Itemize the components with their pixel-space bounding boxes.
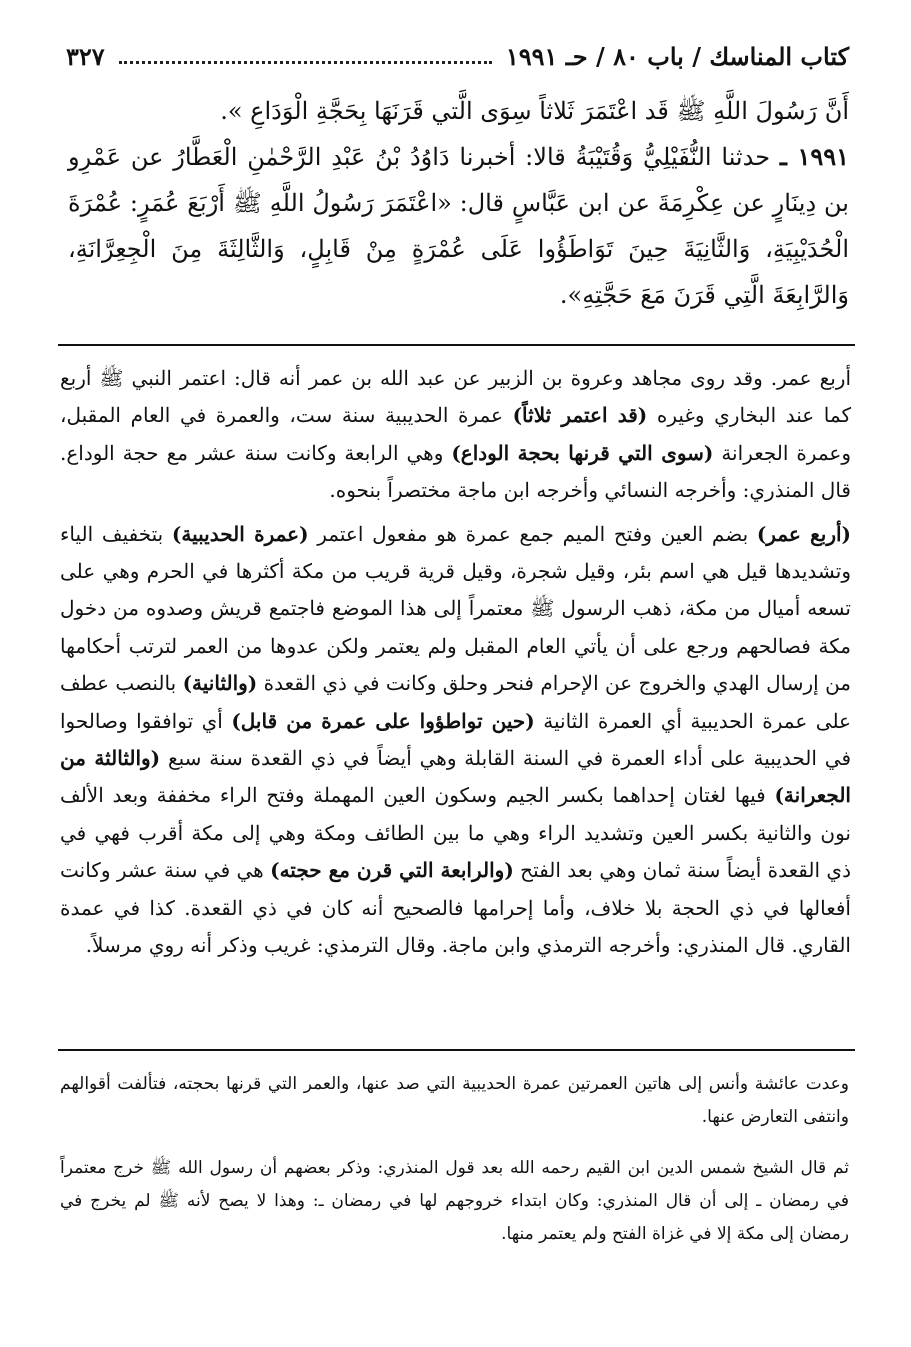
commentary-quote: (سوى التي قرنها بحجة الوداع) — [451, 440, 714, 465]
header-title: كتاب المناسك / باب ٨٠ / حـ ١٩٩١ — [505, 41, 849, 71]
commentary-text: أي توافقوا وصالحوا في الحديبية على أداء العمرة في السنة القابلة وهي أيضاً في ذي القعدة سنة سبع — [60, 708, 851, 771]
commentary-text: بالنصب عطف على عمرة الحديبية أي العمرة الثانية — [60, 671, 851, 733]
section-divider-bottom — [58, 1049, 855, 1051]
commentary-paragraph-1 — [60, 360, 851, 510]
footnote-2: ثم قال الشيخ شمس الدين ابن القيم رحمه الله بعد قول المنذري: وذكر بعضهم أن رسول الله ﷺ خرج معتمراً في رمضان ـ إلى أن قال المنذري: وكان ابتداء خروجهم لها في رمضان ـ: وهذا لا يصح لأنه ﷺ لم يخرج في رمضان إلى مكة إلا في غزاة الفتح ولم يعتمر منها. — [60, 1158, 849, 1244]
hadith-number: ١٩٩١ ـ — [779, 142, 849, 171]
commentary-text: وهي الرابعة وكانت سنة عشر مع حجة الوداع. قال المنذري: وأخرجه النسائي وأخرجه ابن ماجة مختصراً بنحوه. — [60, 440, 851, 503]
header-dotted-leader — [119, 49, 492, 64]
commentary-quote: (حين تواطؤوا على عمرة من قابل) — [231, 708, 535, 733]
hadith-body: حدثنا النُّفَيْلِيُّ وَقُتَيْبَةُ قالا: أخبرنا دَاوُدُ بْنُ عَبْدِ الرَّحْمٰنِ الْعَطَّارُ عن عَمْرِو بن دِينَارٍ عن عِكْرِمَةَ عن ابن عَبَّاسٍ قال: «اعْتَمَرَ رَسُولُ اللَّهِ ﷺ أَرْبَعَ عُمَرٍ: عُمْرَةَ الْحُدَيْبِيَةِ، وَالثَّانِيَةَ حِينَ تَوَاطَؤُوا عَلَى عُمْرَةٍ مِنْ قَابِلٍ، وَالثَّالِثَةَ مِنَ الْجِعِرَّانَةِ، وَالرَّابِعَةَ الَّتِي قَرَنَ مَعَ حَجَّتِهِ». — [68, 143, 849, 309]
commentary-quote: (والثالثة من الجعرانة) — [60, 746, 851, 808]
commentary-text: هي في سنة عشر وكانت أفعالها في ذي الحجة بلا خلاف، وأما إحرامها فالصحيح أنه كان في ذي القعدة. كذا في عمدة القاري. قال المنذري: وأخرجه الترمذي وابن ماجة. وقال الترمذي: غريب وذكر أنه روي مرسلاً. — [60, 858, 851, 958]
hadith-text — [68, 88, 849, 318]
commentary-quote: (عمرة الحديبية) — [171, 521, 309, 546]
hadith-1991 — [68, 134, 849, 318]
page-number: ٣٢٧ — [66, 41, 105, 71]
commentary-text: فيها لغتان إحداهما بكسر الجيم وسكون العين المهملة وفتح الراء مخففة وبعد الألف نون والثانية بكسر العين وتشديد الراء وهي ما بين الطائف ومكة وهي إلى مكة أقرب فهي في ذي القعدة أيضاً سنة ثمان وهي بعد الفتح — [60, 783, 851, 883]
footnote-1: وعدت عائشة وأنس إلى هاتين العمرتين عمرة الحديبية التي صد عنها، والعمر التي قرنها بحجته، فتألفت أقوالهم وانتفى التعارض عنها. — [60, 1074, 849, 1127]
commentary-text: بتخفيف الياء وتشديدها قيل هي اسم بئر، وقيل شجرة، وقيل قرية قريب من مكة أكثرها في الحرم وهي على تسعه أميال من مكة، ذهب الرسول ﷺ معتمراً إلى هذا الموضع فاجتمع قريش وصدوه من دخول مكة فصالحهم ورجع على أن يأتي العام المقبل ولم يعتمر ولكن عدوها من العمر لترتب أحكامها من إرسال الهدي والخروج عن الإحرام فنحر وحلق وكانت في ذي القعدة — [60, 521, 852, 696]
commentary-text: أربع عمر. وقد روى مجاهد وعروة بن الزبير عن عبد الله بن عمر أنه قال: اعتمر النبي ﷺ أربع كما عند البخاري وغيره — [60, 366, 851, 428]
commentary-quote: (قد اعتمر ثلاثاً) — [512, 403, 648, 428]
commentary-text: بضم العين وفتح الميم جمع عمرة هو مفعول اعتمر — [308, 521, 757, 546]
commentary-quote: (والرابعة التي قرن مع حجته) — [270, 858, 514, 883]
running-header — [66, 40, 849, 72]
commentary-quote: (أربع عمر) — [756, 521, 851, 546]
commentary-block — [60, 360, 851, 971]
commentary-paragraph-2 — [60, 516, 851, 965]
commentary-quote: (والثانية) — [182, 671, 258, 696]
footnotes — [60, 1068, 849, 1269]
commentary-text: عمرة الحديبية سنة ست، والعمرة في العام المقبل، وعمرة الجعرانة — [60, 403, 852, 465]
section-divider-top — [58, 344, 855, 346]
hadith-continuation: أَنَّ رَسُولَ اللَّهِ ﷺ قَد اعْتَمَرَ ثَلاثاً سِوَى الَّتي قَرَنَهَا بِحَجَّةِ الْوَدَاعِ ». — [220, 97, 849, 125]
